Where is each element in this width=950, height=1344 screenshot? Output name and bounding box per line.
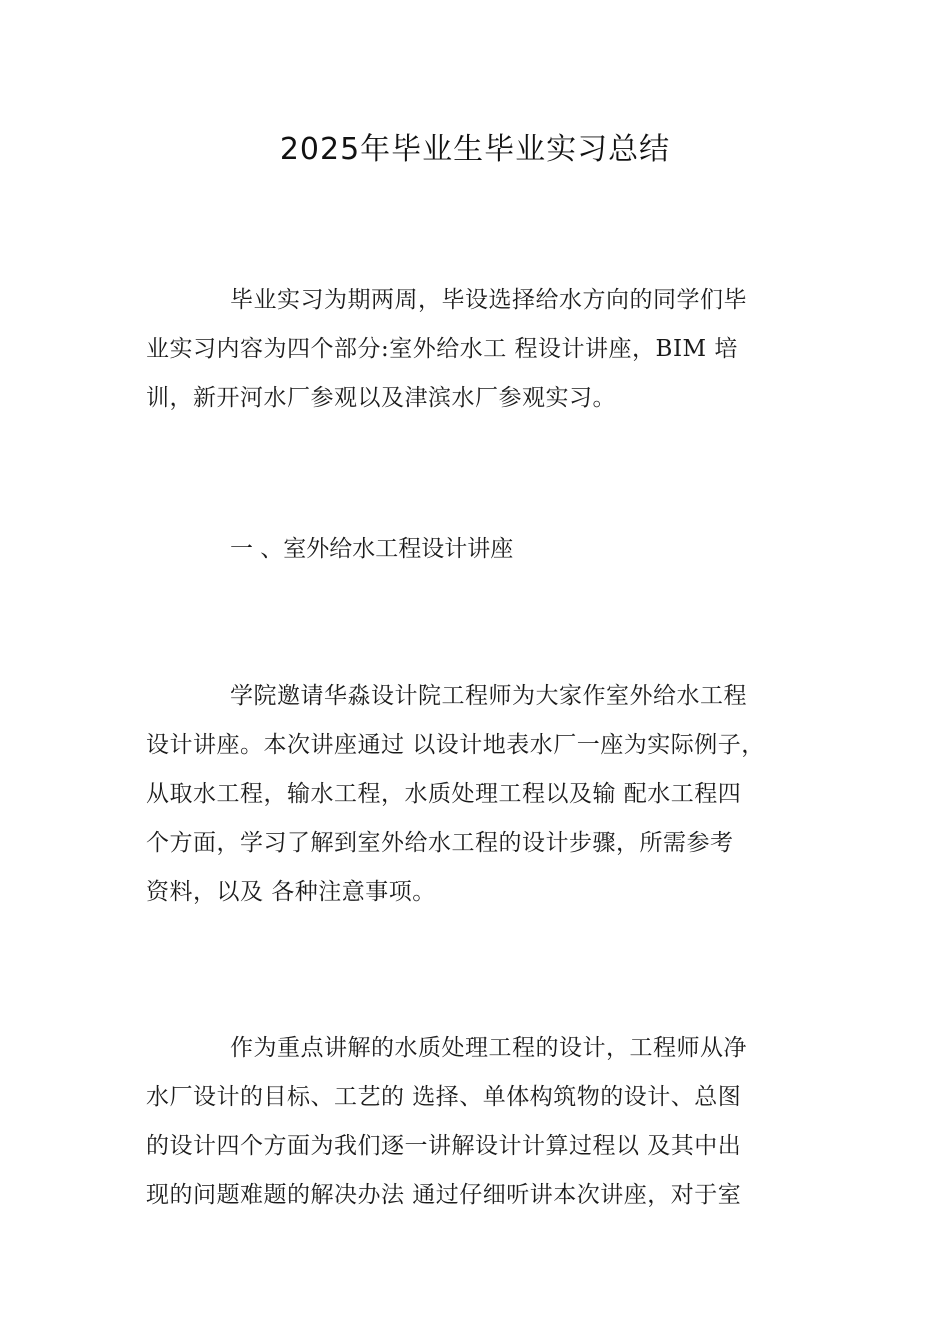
water-treatment-paragraph: [146, 1024, 816, 1220]
section-heading: 一 、室外给水工程设计讲座: [230, 536, 514, 562]
paragraph-line: 的设计四个方面为我们逐一讲解设计计算过程以 及其中出: [146, 1133, 742, 1159]
paragraph-line: 个方面，学习了解到室外给水工程的设计步骤，所需参考: [146, 830, 734, 856]
document-title: 2025年毕业生毕业实习总结: [279, 132, 671, 167]
paragraph-line: 设计讲座。本次讲座通过 以设计地表水厂一座为实际例子，: [146, 732, 765, 758]
paragraph-line: 业实习内容为四个部分:室外给水工 程设计讲座，BIM 培: [146, 336, 738, 362]
paragraph-line: 资料，以及 各种注意事项。: [146, 879, 436, 905]
paragraph-line: 作为重点讲解的水质处理工程的设计，工程师从净: [230, 1035, 747, 1061]
paragraph-line: 毕业实习为期两周，毕设选择给水方向的同学们毕: [230, 287, 747, 313]
lecture-paragraph: [146, 672, 816, 917]
paragraph-line: 从取水工程，输水工程，水质处理工程以及输 配水工程四: [146, 781, 742, 807]
paragraph-line: 训，新开河水厂参观以及津滨水厂参观实习。: [146, 385, 616, 411]
paragraph-line: 水厂设计的目标、工艺的 选择、单体构筑物的设计、总图: [146, 1084, 742, 1110]
paragraph-line: 现的问题难题的解决办法 通过仔细听讲本次讲座，对于室: [146, 1182, 742, 1208]
paragraph-line: 学院邀请华淼设计院工程师为大家作室外给水工程: [230, 683, 747, 709]
intro-paragraph: [146, 276, 816, 423]
